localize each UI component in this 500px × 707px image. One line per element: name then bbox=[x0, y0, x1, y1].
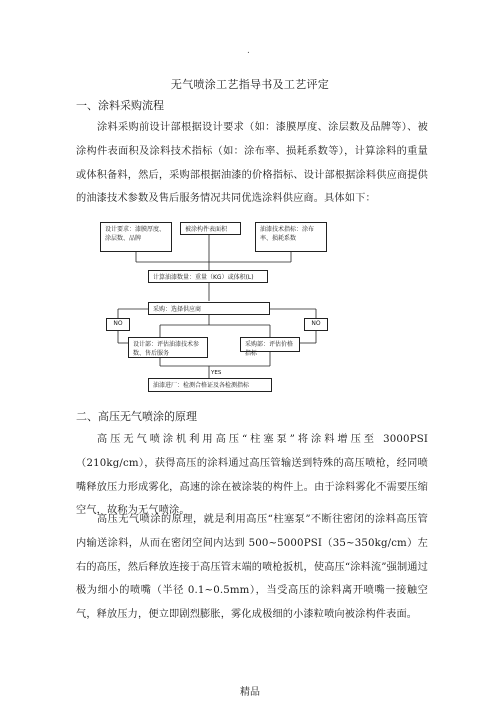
box-design-evaluation: 设计部：评估油漆技术参数、售后服务 bbox=[128, 337, 208, 358]
label-no-left: NO bbox=[106, 318, 130, 331]
box-paint-inspection: 油漆进厂：检测合格证及各检测指标 bbox=[148, 378, 272, 392]
box-design-requirements: 设计要求：漆膜厚度、涂层数、品牌 bbox=[100, 222, 172, 252]
box-purchase-evaluation: 采购部：评估价格指标 bbox=[240, 337, 300, 352]
page-footer: 精品 bbox=[240, 687, 260, 698]
label-yes: YES bbox=[211, 370, 222, 376]
section-1-heading: 一、涂料采购流程 bbox=[76, 99, 164, 112]
label-no-right: NO bbox=[304, 318, 328, 331]
box-calculate-quantity: 计算油漆数量：重量（KG）或体积(L) bbox=[148, 270, 268, 283]
box-surface-area: 被涂构件表面积 bbox=[180, 222, 241, 235]
box-purchase-select-supplier: 采购：选择供应商 bbox=[148, 302, 270, 315]
section-2-paragraph-2: 高压无气喷涂的原理，就是利用高压“柱塞泵”不断往密闭的涂料高压管内输送涂料，从而在密闭空间内达到 500~5000PSI（35~350kg/cm）左右的高压，然后释放连接于高压管末端的喷枪扳机，使高压“涂料流”强制通过极为细小的喷嘴（半径 0.1~0.5mm），当受高压的涂料离开喷嘴一接触空气，释放压力，便立即剧烈膨胀，雾化成极细的小漆粒喷向被涂构件表面。 bbox=[76, 514, 428, 621]
box-paint-tech-index: 油漆技术指标：涂布率、损耗系数 bbox=[255, 222, 327, 252]
section-2-heading: 二、高压无气喷涂的原理 bbox=[76, 410, 197, 423]
document-title: 无气喷涂工艺指导书及工艺评定 bbox=[170, 78, 330, 91]
section-1-paragraph: 涂料采购前设计部根据设计要求（如：漆膜厚度、涂层数及品牌等）、被涂构件表面积及涂料技术指标（如：涂布率、损耗系数等），计算涂料的重量或体积备料，然后，采购部根据油漆的价格指标、设计部根据涂料供应商提供的油漆技术参数及售后服务情况共同优选涂料供应商。具体如下： bbox=[76, 122, 428, 205]
header-dot: . bbox=[247, 46, 250, 56]
section-2-paragraph-1: 高压无气喷涂机利用高压“柱塞泵”将涂料增压至 3000PSI（210kg/cm），获得高压的涂料通过高压管输送到特殊的高压喷枪，经同喷嘴释放压力形成雾化，高速的涂在被涂装的构件上。由于涂料雾化不需要压缩空气，故称为无气喷涂。 bbox=[76, 434, 428, 517]
